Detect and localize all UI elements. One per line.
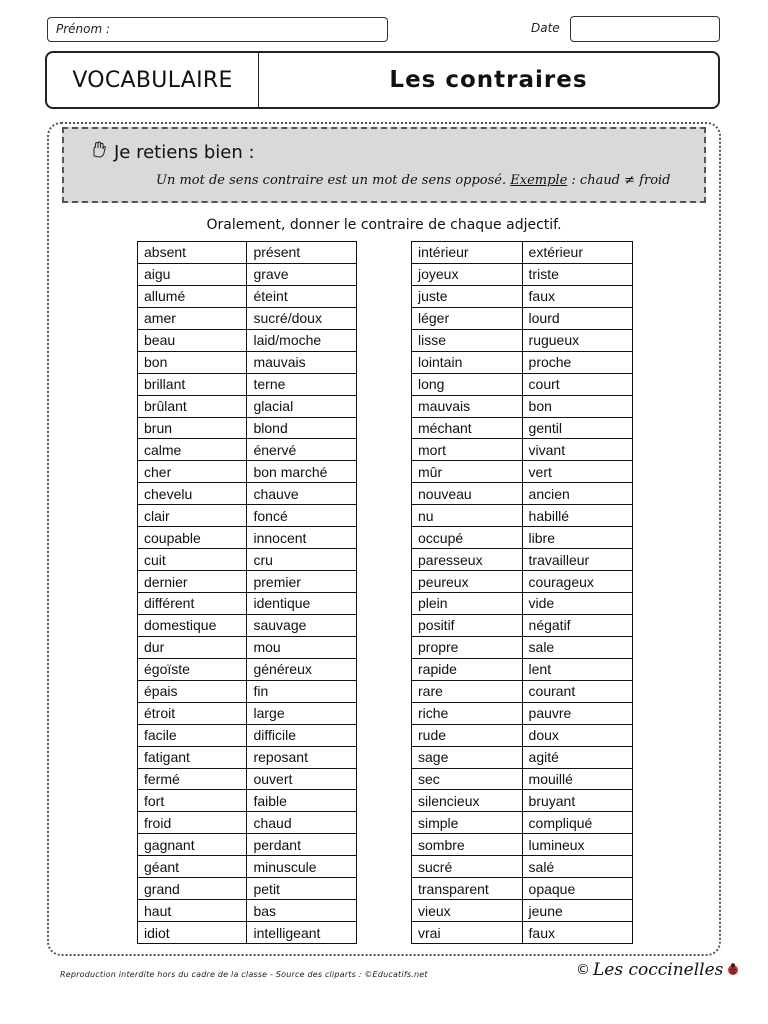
adjective-cell: rude [412, 724, 523, 746]
left-table-row [138, 812, 357, 834]
antonym-cell: présent [247, 242, 357, 264]
left-table-row [138, 680, 357, 702]
antonym-cell: premier [247, 571, 357, 593]
adjective-cell: coupable [138, 527, 247, 549]
writing-hand-icon [90, 141, 108, 164]
left-table-row [138, 527, 357, 549]
right-table-row [412, 263, 633, 285]
antonym-cell: faux [522, 285, 632, 307]
prenom-label: Prénom : [56, 22, 111, 36]
adjective-cell: aigu [138, 263, 247, 285]
antonym-table-right [411, 241, 633, 944]
right-table-row [412, 790, 633, 812]
adjective-cell: simple [412, 812, 523, 834]
left-table-row [138, 593, 357, 615]
antonym-cell: rugueux [522, 329, 632, 351]
right-table-row [412, 571, 633, 593]
right-table-row [412, 834, 633, 856]
left-table-row [138, 900, 357, 922]
left-table-row [138, 658, 357, 680]
adjective-cell: sucré [412, 856, 523, 878]
antonym-cell: mouillé [522, 768, 632, 790]
left-table-row [138, 702, 357, 724]
right-table-row [412, 812, 633, 834]
adjective-cell: bon [138, 351, 247, 373]
antonym-cell: perdant [247, 834, 357, 856]
right-table-row [412, 395, 633, 417]
memo-heading-text: Je retiens bien : [114, 142, 255, 163]
antonym-cell: chaud [247, 812, 357, 834]
footer-brand [576, 960, 740, 980]
date-field[interactable] [570, 16, 720, 42]
antonym-cell: minuscule [247, 856, 357, 878]
right-table-row [412, 461, 633, 483]
left-table-row [138, 768, 357, 790]
brand-name: Les coccinelles [593, 960, 724, 980]
antonym-cell: lourd [522, 307, 632, 329]
antonym-cell: vert [522, 461, 632, 483]
left-table-row [138, 614, 357, 636]
left-table-row [138, 505, 357, 527]
antonym-cell: éteint [247, 285, 357, 307]
antonym-cell: vivant [522, 439, 632, 461]
adjective-cell: brillant [138, 373, 247, 395]
left-table-row [138, 439, 357, 461]
adjective-cell: riche [412, 702, 523, 724]
adjective-cell: froid [138, 812, 247, 834]
right-table-row [412, 549, 633, 571]
adjective-cell: méchant [412, 417, 523, 439]
adjective-cell: mort [412, 439, 523, 461]
adjective-cell: absent [138, 242, 247, 264]
antonym-cell: petit [247, 878, 357, 900]
left-table-row [138, 461, 357, 483]
left-table-row [138, 285, 357, 307]
antonym-cell: chauve [247, 483, 357, 505]
antonym-cell: négatif [522, 614, 632, 636]
adjective-cell: allumé [138, 285, 247, 307]
adjective-cell: dernier [138, 571, 247, 593]
title-banner [45, 51, 720, 109]
adjective-cell: paresseux [412, 549, 523, 571]
adjective-cell: plein [412, 593, 523, 615]
left-table-row [138, 242, 357, 264]
antonym-cell: agité [522, 746, 632, 768]
right-table-row [412, 614, 633, 636]
adjective-cell: vrai [412, 922, 523, 944]
memo-box [62, 127, 706, 203]
adjective-cell: lointain [412, 351, 523, 373]
adjective-cell: fort [138, 790, 247, 812]
antonym-cell: vide [522, 593, 632, 615]
left-table-row [138, 922, 357, 944]
left-table-row [138, 790, 357, 812]
antonym-cell: glacial [247, 395, 357, 417]
left-table-row [138, 395, 357, 417]
left-table-row [138, 483, 357, 505]
right-table-row [412, 483, 633, 505]
antonym-cell: terne [247, 373, 357, 395]
copyright-symbol: © [576, 962, 590, 978]
right-table-row [412, 417, 633, 439]
date-label: Date [531, 21, 560, 35]
antonym-cell: sale [522, 636, 632, 658]
right-table-row [412, 505, 633, 527]
antonym-cell: mauvais [247, 351, 357, 373]
antonym-cell: pauvre [522, 702, 632, 724]
adjective-cell: sage [412, 746, 523, 768]
memo-text-after: : chaud ≠ froid [567, 173, 671, 188]
memo-heading [90, 141, 255, 164]
adjective-cell: juste [412, 285, 523, 307]
right-table-row [412, 746, 633, 768]
left-table-row [138, 878, 357, 900]
left-table-row [138, 856, 357, 878]
left-table-row [138, 724, 357, 746]
right-table-row [412, 768, 633, 790]
adjective-cell: facile [138, 724, 247, 746]
antonym-cell: identique [247, 593, 357, 615]
right-table-row [412, 922, 633, 944]
antonym-cell: triste [522, 263, 632, 285]
adjective-cell: vieux [412, 900, 523, 922]
adjective-cell: fermé [138, 768, 247, 790]
adjective-cell: clair [138, 505, 247, 527]
instruction-text: Oralement, donner le contraire de chaque adjectif. [206, 217, 562, 233]
left-table-row [138, 549, 357, 571]
adjective-cell: épais [138, 680, 247, 702]
antonym-cell: généreux [247, 658, 357, 680]
right-table-row [412, 439, 633, 461]
right-table-row [412, 658, 633, 680]
adjective-cell: idiot [138, 922, 247, 944]
antonym-table-left [137, 241, 357, 944]
antonym-cell: cru [247, 549, 357, 571]
antonym-cell: bas [247, 900, 357, 922]
memo-text-before: Un mot de sens contraire est un mot de sens opposé. [156, 173, 511, 188]
right-table-row [412, 724, 633, 746]
antonym-cell: ouvert [247, 768, 357, 790]
right-table-row [412, 527, 633, 549]
antonym-cell: bon marché [247, 461, 357, 483]
topic-title: Les contraires [389, 67, 588, 93]
antonym-cell: bruyant [522, 790, 632, 812]
antonym-cell: lent [522, 658, 632, 680]
antonym-cell: intelligeant [247, 922, 357, 944]
adjective-cell: propre [412, 636, 523, 658]
antonym-cell: compliqué [522, 812, 632, 834]
antonym-cell: habillé [522, 505, 632, 527]
right-table-row [412, 593, 633, 615]
antonym-cell: extérieur [522, 242, 632, 264]
adjective-cell: occupé [412, 527, 523, 549]
antonym-cell: jeune [522, 900, 632, 922]
antonym-cell: libre [522, 527, 632, 549]
antonym-cell: laid/moche [247, 329, 357, 351]
adjective-cell: nu [412, 505, 523, 527]
antonym-cell: opaque [522, 878, 632, 900]
adjective-cell: joyeux [412, 263, 523, 285]
right-table-row [412, 242, 633, 264]
adjective-cell: mûr [412, 461, 523, 483]
right-table-row [412, 636, 633, 658]
adjective-cell: intérieur [412, 242, 523, 264]
right-table-row [412, 856, 633, 878]
adjective-cell: égoïste [138, 658, 247, 680]
right-table-row [412, 307, 633, 329]
right-table-row [412, 351, 633, 373]
adjective-cell: étroit [138, 702, 247, 724]
adjective-cell: haut [138, 900, 247, 922]
left-table-row [138, 417, 357, 439]
adjective-cell: long [412, 373, 523, 395]
right-table-row [412, 285, 633, 307]
left-table-row [138, 263, 357, 285]
adjective-cell: différent [138, 593, 247, 615]
adjective-cell: rapide [412, 658, 523, 680]
footer-notice: Reproduction interdite hors du cadre de la classe - Source des cliparts : ©Educatifs.net [60, 970, 428, 979]
adjective-cell: calme [138, 439, 247, 461]
left-table-row [138, 746, 357, 768]
adjective-cell: brun [138, 417, 247, 439]
adjective-cell: nouveau [412, 483, 523, 505]
antonym-cell: lumineux [522, 834, 632, 856]
right-table-row [412, 878, 633, 900]
antonym-cell: grave [247, 263, 357, 285]
adjective-cell: transparent [412, 878, 523, 900]
antonym-cell: fin [247, 680, 357, 702]
adjective-cell: rare [412, 680, 523, 702]
antonym-cell: mou [247, 636, 357, 658]
antonym-cell: sucré/doux [247, 307, 357, 329]
adjective-cell: silencieux [412, 790, 523, 812]
antonym-cell: proche [522, 351, 632, 373]
adjective-cell: brûlant [138, 395, 247, 417]
adjective-cell: cher [138, 461, 247, 483]
antonym-cell: courant [522, 680, 632, 702]
antonym-cell: faible [247, 790, 357, 812]
adjective-cell: mauvais [412, 395, 523, 417]
antonym-cell: gentil [522, 417, 632, 439]
antonym-cell: salé [522, 856, 632, 878]
ladybug-icon [726, 961, 740, 980]
prenom-field[interactable] [47, 17, 388, 42]
adjective-cell: géant [138, 856, 247, 878]
adjective-cell: amer [138, 307, 247, 329]
adjective-cell: léger [412, 307, 523, 329]
antonym-cell: large [247, 702, 357, 724]
left-table-row [138, 351, 357, 373]
adjective-cell: dur [138, 636, 247, 658]
left-table-row [138, 571, 357, 593]
antonym-cell: courageux [522, 571, 632, 593]
antonym-cell: doux [522, 724, 632, 746]
adjective-cell: lisse [412, 329, 523, 351]
right-table-row [412, 900, 633, 922]
right-table-row [412, 680, 633, 702]
antonym-cell: blond [247, 417, 357, 439]
antonym-cell: bon [522, 395, 632, 417]
antonym-cell: foncé [247, 505, 357, 527]
adjective-cell: cuit [138, 549, 247, 571]
antonym-cell: ancien [522, 483, 632, 505]
adjective-cell: chevelu [138, 483, 247, 505]
adjective-cell: grand [138, 878, 247, 900]
adjective-cell: positif [412, 614, 523, 636]
left-table-row [138, 329, 357, 351]
memo-definition [156, 173, 671, 188]
adjective-cell: gagnant [138, 834, 247, 856]
left-table-row [138, 307, 357, 329]
antonym-cell: travailleur [522, 549, 632, 571]
antonym-cell: faux [522, 922, 632, 944]
left-table-row [138, 636, 357, 658]
right-table-row [412, 702, 633, 724]
antonym-cell: énervé [247, 439, 357, 461]
antonym-cell: difficile [247, 724, 357, 746]
adjective-cell: domestique [138, 614, 247, 636]
right-table-row [412, 373, 633, 395]
adjective-cell: sec [412, 768, 523, 790]
memo-example-label: Exemple [510, 173, 568, 188]
antonym-cell: innocent [247, 527, 357, 549]
antonym-cell: sauvage [247, 614, 357, 636]
adjective-cell: sombre [412, 834, 523, 856]
left-table-row [138, 373, 357, 395]
adjective-cell: fatigant [138, 746, 247, 768]
adjective-cell: beau [138, 329, 247, 351]
left-table-row [138, 834, 357, 856]
adjective-cell: peureux [412, 571, 523, 593]
subject-title: VOCABULAIRE [47, 53, 259, 107]
antonym-cell: court [522, 373, 632, 395]
right-table-row [412, 329, 633, 351]
antonym-cell: reposant [247, 746, 357, 768]
